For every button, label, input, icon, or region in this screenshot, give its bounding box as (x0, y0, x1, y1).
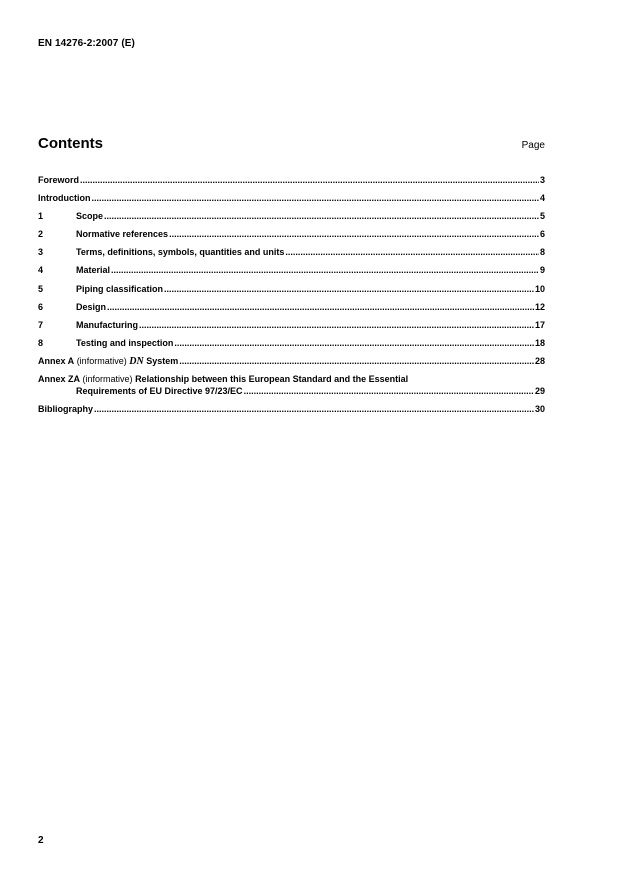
toc-entry-annex-a[interactable] (38, 355, 545, 367)
toc-entry-introduction[interactable] (38, 192, 545, 204)
toc-leader-dots (285, 246, 539, 258)
toc-entry-clause-7[interactable] (38, 319, 545, 331)
toc-page: 29 (534, 386, 545, 397)
annex-type: (informative) (82, 374, 133, 385)
toc-entry-clause-5[interactable] (38, 283, 545, 295)
toc-leader-dots (244, 385, 534, 397)
toc-number: 2 (38, 229, 44, 240)
toc-page: 10 (534, 283, 545, 294)
toc-page: 18 (534, 337, 545, 348)
toc-number: 5 (38, 283, 44, 294)
toc-entry-annex-za[interactable] (38, 373, 545, 397)
table-of-contents (38, 174, 545, 421)
toc-page: 6 (539, 229, 545, 240)
toc-title: Bibliography (38, 404, 94, 415)
annex-title-line-2: Requirements of EU Directive 97/23/EC (76, 386, 243, 397)
toc-title: Piping classification (76, 283, 164, 294)
annex-title-italic: DN (129, 355, 144, 367)
toc-entry-clause-8[interactable] (38, 337, 545, 349)
toc-page: 4 (539, 193, 545, 204)
toc-page: 5 (539, 211, 545, 222)
annex-za-line-2 (38, 385, 545, 397)
toc-entry-clause-6[interactable] (38, 301, 545, 313)
toc-entry-clause-2[interactable] (38, 228, 545, 240)
annex-za-line-1 (38, 373, 545, 385)
toc-title: Introduction (38, 193, 91, 204)
toc-leader-dots (111, 264, 539, 276)
toc-title: Terms, definitions, symbols, quantities and units (76, 247, 285, 258)
annex-type: (informative) (76, 355, 127, 366)
toc-page: 17 (534, 319, 545, 330)
toc-title: Design (76, 301, 107, 312)
page-column-label: Page (521, 140, 545, 151)
toc-entry-foreword[interactable] (38, 174, 545, 186)
toc-leader-dots (104, 210, 539, 222)
contents-heading: Contents (38, 135, 103, 152)
toc-number: 3 (38, 247, 44, 258)
toc-number: 8 (38, 337, 44, 348)
toc-page: 30 (534, 404, 545, 415)
toc-leader-dots (179, 355, 534, 367)
annex-title-line-1: Relationship between this European Standard and the Essential (135, 374, 409, 385)
toc-page: 9 (539, 265, 545, 276)
toc-number: 4 (38, 265, 44, 276)
toc-leader-dots (92, 192, 539, 204)
annex-label: Annex A (38, 355, 75, 366)
document-id: EN 14276-2:2007 (E) (38, 38, 135, 49)
toc-page: 28 (534, 355, 545, 366)
toc-title: Manufacturing (76, 319, 138, 330)
toc-number: 7 (38, 319, 44, 330)
toc-leader-dots (169, 228, 539, 240)
toc-leader-dots (164, 283, 534, 295)
toc-entry-clause-1[interactable] (38, 210, 545, 222)
toc-page: 12 (534, 301, 545, 312)
toc-title: Material (76, 265, 111, 276)
toc-title: Scope (76, 211, 104, 222)
annex-label: Annex ZA (38, 374, 81, 385)
toc-page: 8 (539, 247, 545, 258)
toc-leader-dots (80, 174, 539, 186)
toc-leader-dots (139, 319, 534, 331)
toc-page: 3 (539, 175, 545, 185)
toc-entry-bibliography[interactable] (38, 403, 545, 415)
toc-title: Testing and inspection (76, 337, 174, 348)
toc-leader-dots (94, 403, 534, 415)
toc-number: 1 (38, 211, 44, 222)
toc-entry-clause-4[interactable] (38, 264, 545, 276)
toc-title (38, 355, 178, 368)
toc-title: Foreword (38, 175, 80, 185)
page-number: 2 (38, 835, 44, 846)
toc-number: 6 (38, 301, 44, 312)
toc-leader-dots (174, 337, 534, 349)
toc-entry-clause-3[interactable] (38, 246, 545, 258)
toc-title: Normative references (76, 229, 169, 240)
toc-leader-dots (107, 301, 534, 313)
annex-title: System (146, 355, 179, 366)
